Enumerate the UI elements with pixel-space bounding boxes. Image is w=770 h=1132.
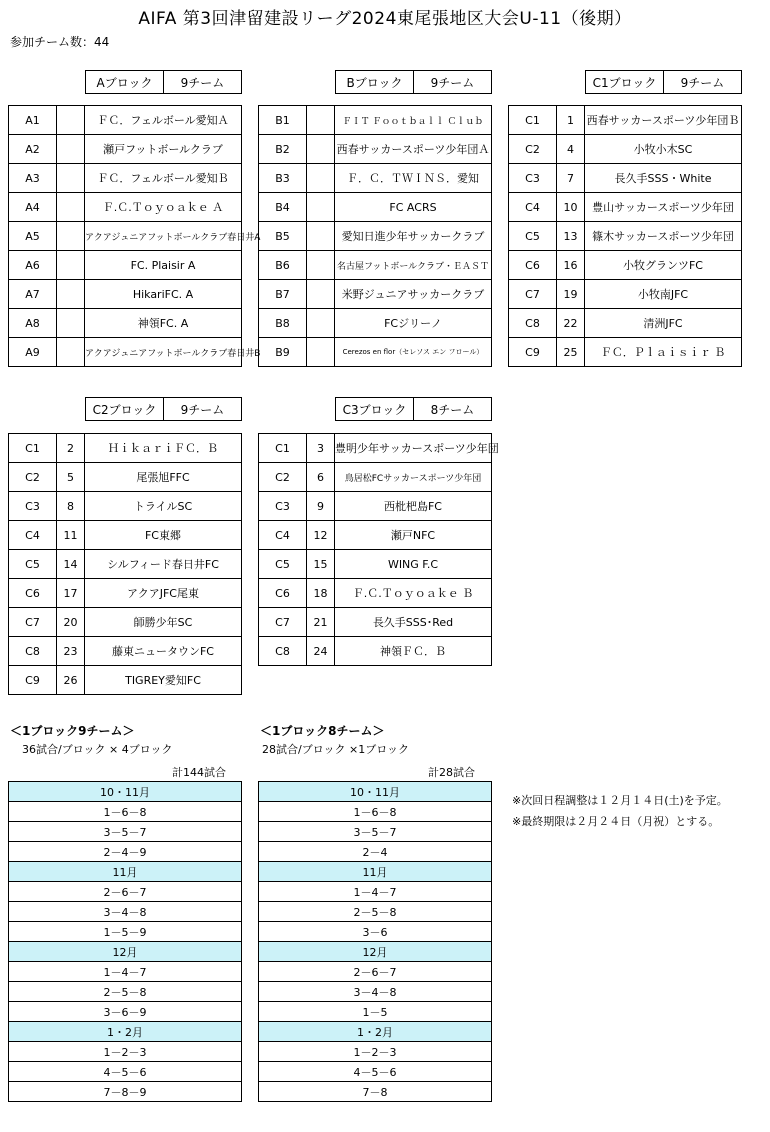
match-combination: 1－4－7	[259, 882, 492, 902]
match-combination: 1－6－8	[259, 802, 492, 822]
slot-code: C9	[9, 666, 57, 695]
seed-number	[307, 193, 335, 222]
slot-code: A9	[9, 338, 57, 367]
seed-number	[307, 135, 335, 164]
table-row	[259, 521, 492, 550]
seed-number: 15	[307, 550, 335, 579]
slot-code: C6	[259, 579, 307, 608]
slot-code: C4	[259, 521, 307, 550]
slot-code: A6	[9, 251, 57, 280]
table-row	[259, 135, 492, 164]
match-combination: 1－4－7	[9, 962, 242, 982]
seed-number: 16	[557, 251, 585, 280]
match-combination: 2－6－7	[259, 962, 492, 982]
block-count: 9チーム	[413, 71, 491, 93]
table-row	[9, 608, 242, 637]
seed-number: 17	[57, 579, 85, 608]
seed-number: 21	[307, 608, 335, 637]
team-name: FC. Plaisir A	[85, 251, 242, 280]
schedule-match-row	[259, 842, 492, 862]
slot-code: C3	[259, 492, 307, 521]
month-label: 10・11月	[9, 782, 242, 802]
seed-number	[57, 164, 85, 193]
team-name: Ｆ.Ｃ.Ｔｏｙｏａｋｅ Ｂ	[335, 579, 492, 608]
schedule-match-row	[259, 1062, 492, 1082]
seed-number: 14	[57, 550, 85, 579]
slot-code: A7	[9, 280, 57, 309]
slot-code: B7	[259, 280, 307, 309]
table-row	[509, 251, 742, 280]
seed-number	[307, 280, 335, 309]
schedule-match-row	[9, 822, 242, 842]
team-name: 瀬戸フットボールクラブ	[85, 135, 242, 164]
team-name: 尾張旭FFC	[85, 463, 242, 492]
table-row	[9, 579, 242, 608]
seed-number	[307, 251, 335, 280]
table-row	[259, 309, 492, 338]
slot-code: C5	[9, 550, 57, 579]
block-header-b	[335, 70, 492, 94]
team-name: TIGREY愛知FC	[85, 666, 242, 695]
slot-code: C2	[9, 463, 57, 492]
match-combination: 2－5－8	[9, 982, 242, 1002]
slot-code: B3	[259, 164, 307, 193]
team-name: 瀬戸NFC	[335, 521, 492, 550]
match-combination: 4－5－6	[259, 1062, 492, 1082]
schedule-month-row	[259, 942, 492, 962]
month-label: 12月	[259, 942, 492, 962]
slot-code: C8	[9, 637, 57, 666]
team-name: トライルSC	[85, 492, 242, 521]
schedule-match-row	[9, 962, 242, 982]
seed-number: 26	[57, 666, 85, 695]
team-name: 神領FC. A	[85, 309, 242, 338]
slot-code: C9	[509, 338, 557, 367]
schedule9-label: ＜1ブロック9チーム＞	[10, 724, 135, 738]
block-count: 9チーム	[663, 71, 741, 93]
table-row	[259, 637, 492, 666]
table-row	[509, 135, 742, 164]
table-row	[259, 222, 492, 251]
table-row	[259, 608, 492, 637]
seed-number	[57, 338, 85, 367]
table-row	[509, 106, 742, 135]
team-name: ＦＣ．フェルボール愛知Ａ	[85, 106, 242, 135]
match-combination: 4－5－6	[9, 1062, 242, 1082]
schedule-match-row	[9, 982, 242, 1002]
seed-number: 5	[57, 463, 85, 492]
table-row	[259, 463, 492, 492]
seed-number: 8	[57, 492, 85, 521]
note-line: ※次回日程調整は１２月１４日(土)を予定。	[512, 794, 728, 807]
schedule-match-row	[9, 1002, 242, 1022]
table-row	[9, 550, 242, 579]
schedule-match-row	[9, 1062, 242, 1082]
seed-number: 22	[557, 309, 585, 338]
table-row	[259, 280, 492, 309]
slot-code: C7	[9, 608, 57, 637]
seed-number: 24	[307, 637, 335, 666]
seed-number	[57, 193, 85, 222]
schedule8-label: ＜1ブロック8チーム＞	[260, 724, 385, 738]
schedule8-sub: 28試合/ブロック ×1ブロック	[262, 743, 409, 756]
match-combination: 3－6－9	[9, 1002, 242, 1022]
team-name: ＦＣ．Ｐｌａｉｓｉｒ Ｂ	[585, 338, 742, 367]
slot-code: C1	[9, 434, 57, 463]
slot-code: B8	[259, 309, 307, 338]
team-name: FCジリーノ	[335, 309, 492, 338]
table-row	[9, 135, 242, 164]
slot-code: A8	[9, 309, 57, 338]
slot-code: A4	[9, 193, 57, 222]
table-row	[509, 164, 742, 193]
block-header-a	[85, 70, 242, 94]
team-name: ＦＣ．フェルボール愛知Ｂ	[85, 164, 242, 193]
schedule-match-row	[259, 982, 492, 1002]
schedule-match-row	[9, 802, 242, 822]
team-name: 西春サッカースポーツ少年団Ｂ	[585, 106, 742, 135]
match-combination: 7－8－9	[9, 1082, 242, 1102]
table-row	[9, 463, 242, 492]
slot-code: C6	[509, 251, 557, 280]
block-name: Aブロック	[96, 75, 153, 90]
block-name: C2ブロック	[92, 402, 157, 417]
table-row	[9, 666, 242, 695]
seed-number: 6	[307, 463, 335, 492]
table-row	[259, 338, 492, 367]
block-name: C1ブロック	[592, 75, 657, 90]
match-combination: 3－4－8	[259, 982, 492, 1002]
table-row	[259, 193, 492, 222]
month-label: 11月	[259, 862, 492, 882]
schedule-match-row	[9, 842, 242, 862]
team-table-b	[258, 105, 492, 367]
schedule-match-row	[259, 882, 492, 902]
slot-code: C2	[509, 135, 557, 164]
team-name: 小牧南JFC	[585, 280, 742, 309]
schedule-month-row	[259, 782, 492, 802]
slot-code: B4	[259, 193, 307, 222]
slot-code: C1	[259, 434, 307, 463]
team-name: Ｆ.Ｃ.Ｔｏｙｏａｋｅ Ａ	[85, 193, 242, 222]
seed-number	[57, 106, 85, 135]
team-name: Ｆ．Ｃ．ＴＷＩＮＳ．愛知	[335, 164, 492, 193]
month-label: 11月	[9, 862, 242, 882]
note-line: ※最終期限は２月２４日（月祝）とする。	[512, 815, 720, 828]
schedule-month-row	[259, 862, 492, 882]
match-combination: 2－4－9	[9, 842, 242, 862]
schedule-match-row	[9, 922, 242, 942]
seed-number: 13	[557, 222, 585, 251]
team-name: 藤東ニュータウンFC	[85, 637, 242, 666]
slot-code: C5	[259, 550, 307, 579]
schedule-month-row	[259, 1022, 492, 1042]
slot-code: C4	[509, 193, 557, 222]
slot-code: B2	[259, 135, 307, 164]
team-name: 小牧グランツFC	[585, 251, 742, 280]
match-combination: 3－5－7	[259, 822, 492, 842]
team-name: 米野ジュニアサッカークラブ	[335, 280, 492, 309]
slot-code: A3	[9, 164, 57, 193]
seed-number	[307, 164, 335, 193]
table-row	[9, 280, 242, 309]
slot-code: A2	[9, 135, 57, 164]
match-combination: 1－5	[259, 1002, 492, 1022]
team-name: 名古屋フットボールクラブ・ＥＡＳＴ	[335, 251, 492, 280]
schedule-match-row	[9, 1082, 242, 1102]
table-row	[9, 492, 242, 521]
table-row	[259, 579, 492, 608]
team-name: 愛知日進少年サッカークラブ	[335, 222, 492, 251]
table-row	[509, 222, 742, 251]
schedule-match-row	[9, 882, 242, 902]
seed-number: 18	[307, 579, 335, 608]
team-name: アクアジュニアフットボールクラブ春日井B	[85, 338, 242, 367]
table-row	[9, 251, 242, 280]
block-header-c3	[335, 397, 492, 421]
schedule-match-row	[9, 902, 242, 922]
seed-number: 11	[57, 521, 85, 550]
block-count: 8チーム	[413, 398, 491, 420]
schedule9-table	[8, 781, 242, 1102]
seed-number: 9	[307, 492, 335, 521]
schedule8-total: 計28試合	[428, 766, 475, 779]
seed-number	[307, 338, 335, 367]
team-name: 鳥居松FCサッカースポーツ少年団	[335, 463, 492, 492]
block-header-c1	[585, 70, 742, 94]
slot-code: C5	[509, 222, 557, 251]
slot-code: C1	[509, 106, 557, 135]
slot-code: C3	[509, 164, 557, 193]
slot-code: C4	[9, 521, 57, 550]
slot-code: C2	[259, 463, 307, 492]
team-name: 長久手SSS･Red	[335, 608, 492, 637]
schedule-match-row	[259, 1082, 492, 1102]
schedule-match-row	[259, 902, 492, 922]
match-combination: 1－2－3	[259, 1042, 492, 1062]
table-row	[509, 193, 742, 222]
match-combination: 1－2－3	[9, 1042, 242, 1062]
team-name: シルフィード春日井FC	[85, 550, 242, 579]
match-combination: 3－6	[259, 922, 492, 942]
slot-code: C7	[259, 608, 307, 637]
seed-number	[57, 309, 85, 338]
team-name: アクアジュニアフットボールクラブ春日井A	[85, 222, 242, 251]
team-name: HikariFC. A	[85, 280, 242, 309]
team-count: 参加チーム数：44	[10, 35, 110, 49]
schedule-month-row	[9, 862, 242, 882]
schedule8-table	[258, 781, 492, 1102]
match-combination: 7－8	[259, 1082, 492, 1102]
schedule-match-row	[259, 922, 492, 942]
seed-number	[57, 280, 85, 309]
table-row	[259, 164, 492, 193]
schedule-match-row	[259, 962, 492, 982]
seed-number	[57, 135, 85, 164]
match-combination: 2－4	[259, 842, 492, 862]
seed-number: 12	[307, 521, 335, 550]
seed-number	[307, 222, 335, 251]
table-row	[9, 193, 242, 222]
month-label: 10・11月	[259, 782, 492, 802]
team-name: 長久手SSS・White	[585, 164, 742, 193]
match-combination: 3－4－8	[9, 902, 242, 922]
block-count: 9チーム	[163, 71, 241, 93]
team-name: アクアJFC尾東	[85, 579, 242, 608]
slot-code: C3	[9, 492, 57, 521]
slot-code: C7	[509, 280, 557, 309]
team-name: 篠木サッカースポーツ少年団	[585, 222, 742, 251]
table-row	[9, 106, 242, 135]
schedule-month-row	[9, 1022, 242, 1042]
block-name: Bブロック	[346, 75, 403, 90]
table-row	[259, 434, 492, 463]
team-name: ＨｉｋａｒｉＦＣ．Ｂ	[85, 434, 242, 463]
table-row	[9, 521, 242, 550]
schedule9-sub: 36試合/ブロック × 4ブロック	[22, 743, 173, 756]
slot-code: B5	[259, 222, 307, 251]
seed-number: 1	[557, 106, 585, 135]
block-header-c2	[85, 397, 242, 421]
team-name: 師勝少年SC	[85, 608, 242, 637]
schedule-match-row	[259, 1042, 492, 1062]
schedule-match-row	[259, 1002, 492, 1022]
table-row	[259, 550, 492, 579]
team-name: 西春サッカースポーツ少年団Ａ	[335, 135, 492, 164]
table-row	[9, 434, 242, 463]
team-name: 豊明少年サッカースポーツ少年団	[335, 434, 492, 463]
seed-number: 23	[57, 637, 85, 666]
team-name: 豊山サッカースポーツ少年団	[585, 193, 742, 222]
month-label: 1・2月	[9, 1022, 242, 1042]
seed-number	[57, 222, 85, 251]
team-name: 小牧小木SC	[585, 135, 742, 164]
seed-number	[307, 106, 335, 135]
month-label: 12月	[9, 942, 242, 962]
table-row	[9, 338, 242, 367]
table-row	[509, 309, 742, 338]
team-table-c2	[8, 433, 242, 695]
team-table-a	[8, 105, 261, 367]
seed-number: 20	[57, 608, 85, 637]
page-title: AIFA 第3回津留建設リーグ2024東尾張地区大会U-11（後期）	[138, 9, 632, 29]
seed-number: 10	[557, 193, 585, 222]
schedule-match-row	[259, 822, 492, 842]
notes	[512, 790, 728, 832]
match-combination: 1－5－9	[9, 922, 242, 942]
slot-code: C6	[9, 579, 57, 608]
team-table-c3	[258, 433, 499, 666]
schedule-month-row	[9, 942, 242, 962]
seed-number: 19	[557, 280, 585, 309]
slot-code: A1	[9, 106, 57, 135]
team-name: WING F.C	[335, 550, 492, 579]
match-combination: 2－6－7	[9, 882, 242, 902]
seed-number	[307, 309, 335, 338]
block-name: C3ブロック	[342, 402, 407, 417]
table-row	[9, 164, 242, 193]
table-row	[9, 309, 242, 338]
slot-code: B9	[259, 338, 307, 367]
block-count: 9チーム	[163, 398, 241, 420]
seed-number: 2	[57, 434, 85, 463]
table-row	[509, 338, 742, 367]
team-name: Cerezos en flor（セレソス エン フロール）	[335, 338, 492, 367]
table-row	[259, 106, 492, 135]
table-row	[509, 280, 742, 309]
match-combination: 3－5－7	[9, 822, 242, 842]
slot-code: A5	[9, 222, 57, 251]
schedule-match-row	[9, 1042, 242, 1062]
seed-number: 7	[557, 164, 585, 193]
seed-number	[57, 251, 85, 280]
team-name: 神領ＦＣ．Ｂ	[335, 637, 492, 666]
table-row	[259, 492, 492, 521]
seed-number: 4	[557, 135, 585, 164]
schedule-match-row	[259, 802, 492, 822]
team-table-c1	[508, 105, 742, 367]
slot-code: C8	[509, 309, 557, 338]
match-combination: 2－5－8	[259, 902, 492, 922]
schedule-month-row	[9, 782, 242, 802]
table-row	[9, 637, 242, 666]
team-name: FC ACRS	[335, 193, 492, 222]
month-label: 1・2月	[259, 1022, 492, 1042]
team-name: ＦＩＴ Ｆｏｏｔｂａｌｌ Ｃｌｕｂ	[335, 106, 492, 135]
seed-number: 3	[307, 434, 335, 463]
slot-code: B1	[259, 106, 307, 135]
slot-code: C8	[259, 637, 307, 666]
slot-code: B6	[259, 251, 307, 280]
team-name: 清洲JFC	[585, 309, 742, 338]
schedule9-total: 計144試合	[172, 766, 226, 779]
match-combination: 1－6－8	[9, 802, 242, 822]
table-row	[9, 222, 242, 251]
seed-number: 25	[557, 338, 585, 367]
table-row	[259, 251, 492, 280]
team-name: 西枇杷島FC	[335, 492, 492, 521]
team-name: FC東郷	[85, 521, 242, 550]
